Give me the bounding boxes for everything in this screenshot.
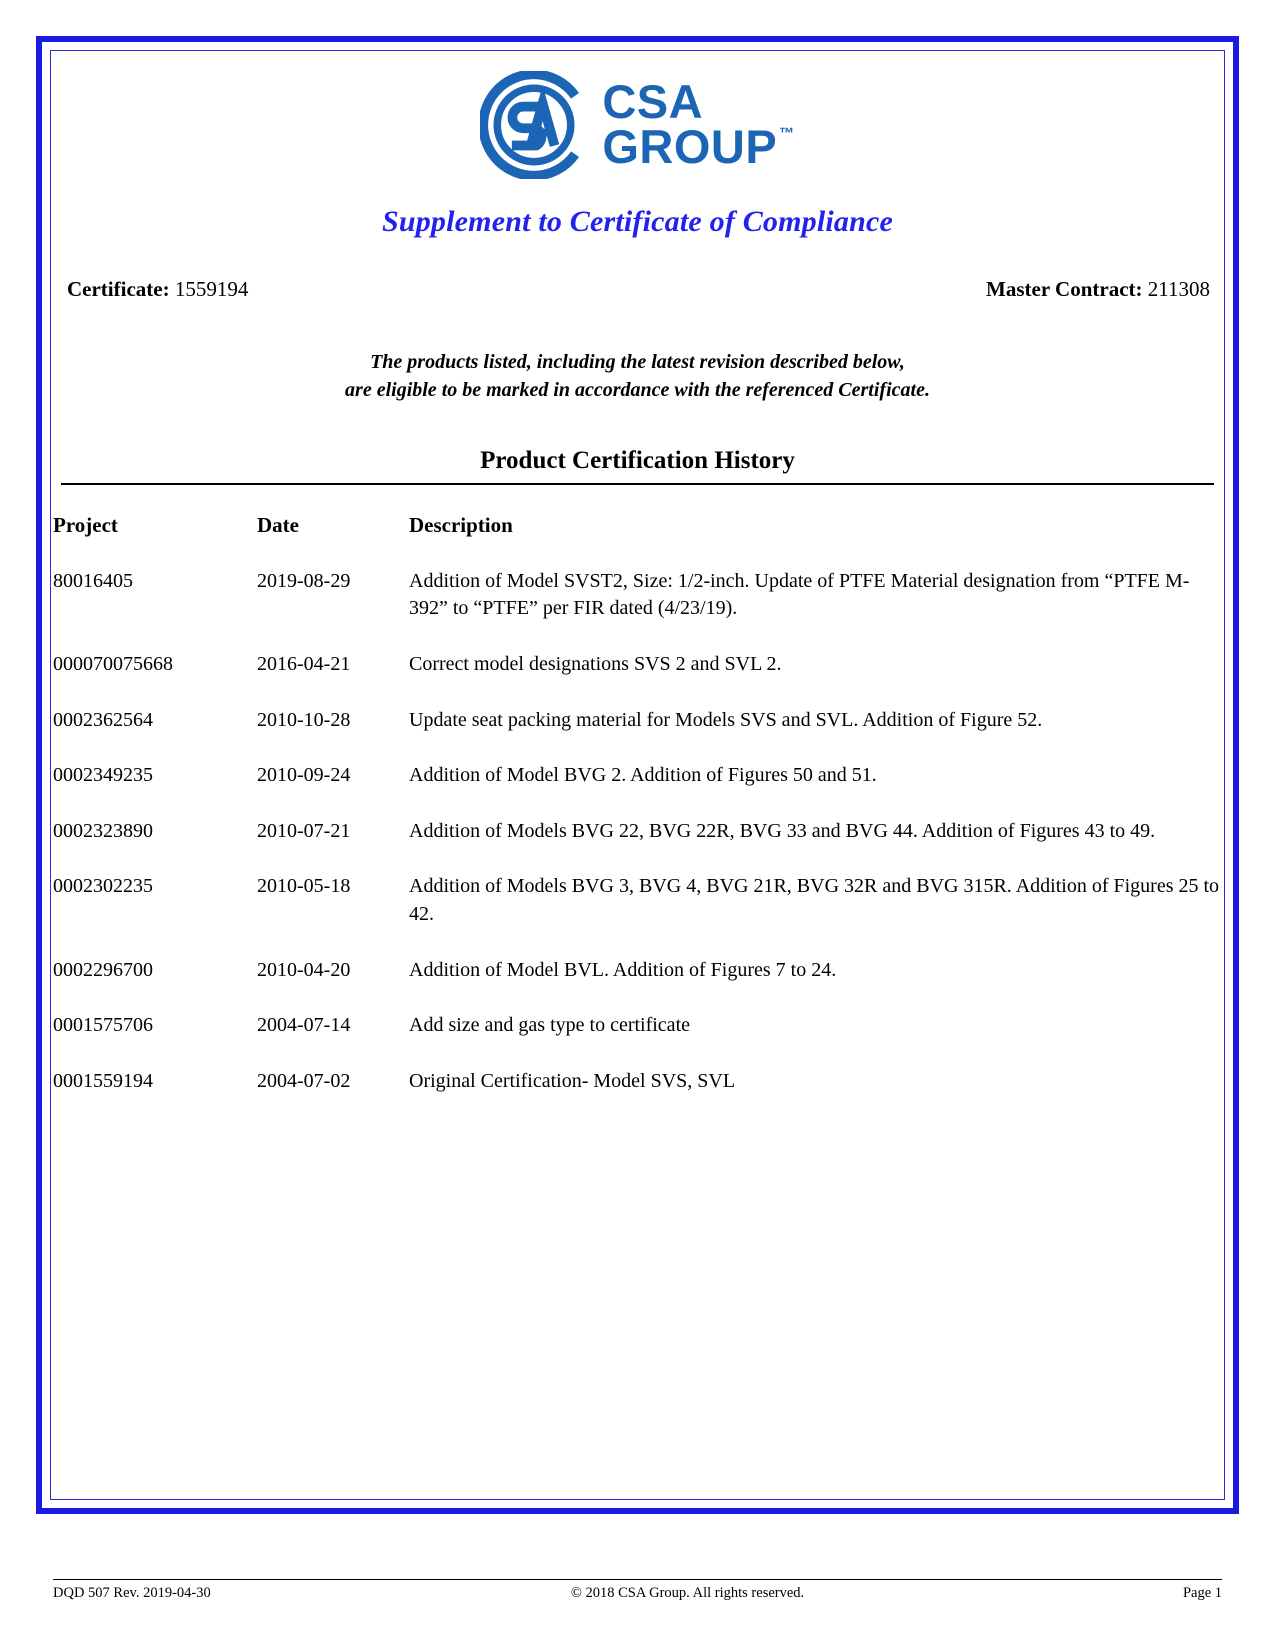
cell-date: 2010-09-24: [257, 764, 351, 787]
footer-divider: [53, 1579, 1222, 1580]
eligibility-statement-line-2: are eligible to be marked in accordance with the referenced Certificate.: [345, 379, 930, 402]
trademark-symbol: ™: [779, 125, 795, 142]
cell-project: 0002323890: [53, 819, 153, 842]
cell-description: Addition of Model BVG 2. Addition of Figures 50 and 51.: [409, 764, 877, 787]
brand-line-2: GROUP: [602, 120, 778, 173]
cell-date: 2010-10-28: [257, 708, 351, 731]
cell-project: 0002302235: [53, 875, 153, 898]
product-certification-history-table: [53, 507, 1222, 1124]
cell-date: 2010-07-21: [257, 819, 351, 842]
master-contract-field: [986, 277, 1210, 302]
cell-description: Update seat packing material for Models SVS and SVL. Addition of Figure 52.: [409, 708, 1043, 731]
table-row: [53, 762, 1222, 818]
cell-date: 2004-07-02: [257, 1069, 351, 1092]
page-footer: [53, 1579, 1222, 1602]
cell-description: Addition of Models BVG 22, BVG 22R, BVG 33 and BVG 44. Addition of Figures 43 to 49.: [409, 819, 1156, 842]
cell-date: 2016-04-21: [257, 652, 351, 675]
certificate-value: 1559194: [174, 277, 249, 301]
table-row: [53, 651, 1222, 707]
table-row: [53, 818, 1222, 874]
cell-description: Correct model designations SVS 2 and SVL 2.: [409, 652, 782, 675]
certificate-label: Certificate:: [67, 277, 170, 301]
section-heading: Product Certification History: [480, 446, 795, 474]
cell-project: 0002349235: [53, 764, 153, 787]
footer-document-code: DQD 507 Rev. 2019-04-30: [53, 1585, 211, 1601]
csa-group-logo: [480, 71, 794, 179]
table-row: [53, 707, 1222, 763]
table-row: [53, 568, 1222, 651]
cell-project: 000070075668: [53, 652, 173, 675]
table-row: [53, 1068, 1222, 1124]
cell-date: 2010-05-18: [257, 875, 351, 898]
column-header-date: Date: [257, 512, 299, 537]
master-contract-value: 211308: [1147, 277, 1210, 301]
cell-description: Addition of Model SVST2, Size: 1/2-inch. Update of PTFE Material designation from “PTFE M-392” to “PTFE” per FIR dated (4/23/19).: [409, 569, 1190, 620]
cell-description: Add size and gas type to certificate: [409, 1014, 690, 1037]
csa-group-logo-icon: [480, 71, 588, 179]
cell-project: 0002296700: [53, 958, 153, 981]
table-row: [53, 873, 1222, 956]
column-header-project: Project: [53, 512, 118, 537]
table-header-row: [53, 507, 1222, 568]
master-contract-label: Master Contract:: [986, 277, 1143, 301]
eligibility-statement-line-1: The products listed, including the latest revision described below,: [370, 351, 905, 373]
section-divider: [61, 483, 1214, 485]
table-row: [53, 957, 1222, 1013]
eligibility-statement: [53, 348, 1222, 405]
certificate-field: [67, 277, 248, 302]
cell-date: 2004-07-14: [257, 1014, 351, 1037]
cell-description: Original Certification- Model SVS, SVL: [409, 1069, 736, 1092]
cell-project: 0002362564: [53, 708, 153, 731]
page-title: Supplement to Certificate of Compliance: [381, 205, 894, 238]
cell-description: Addition of Models BVG 3, BVG 4, BVG 21R, BVG 32R and BVG 315R. Addition of Figures 25 to 42.: [409, 875, 1220, 925]
footer-page-number: Page 1: [1182, 1585, 1222, 1601]
cell-description: Addition of Model BVL. Addition of Figures 7 to 24.: [409, 958, 837, 981]
column-header-description: Description: [409, 512, 513, 537]
brand-header: [53, 71, 1222, 179]
cell-project: 0001575706: [53, 1014, 153, 1037]
certificate-meta-row: [53, 277, 1222, 302]
page-content: [53, 53, 1222, 1497]
cell-project: 0001559194: [53, 1069, 153, 1092]
cell-date: 2010-04-20: [257, 958, 351, 981]
table-body: [53, 568, 1222, 1124]
footer-copyright: © 2018 CSA Group. All rights reserved.: [570, 1585, 805, 1601]
table-row: [53, 1012, 1222, 1068]
cell-project: 80016405: [53, 569, 133, 592]
brand-line-1: CSA: [602, 75, 704, 129]
csa-group-wordmark: [602, 75, 795, 173]
cell-date: 2019-08-29: [257, 569, 351, 592]
